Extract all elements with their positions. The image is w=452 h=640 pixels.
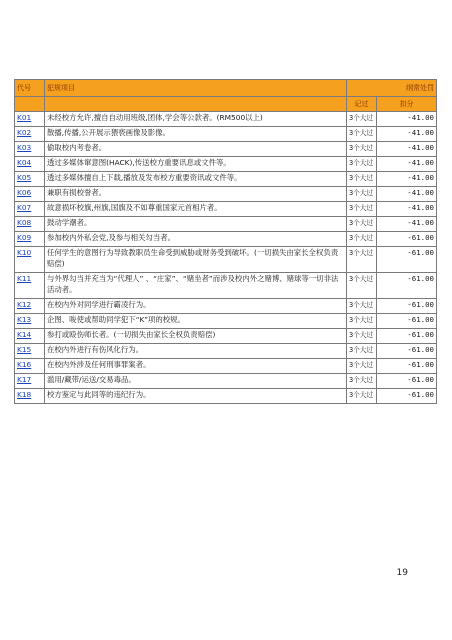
rule-code-link[interactable]: K06 bbox=[15, 187, 45, 202]
subheader-empty-code bbox=[15, 97, 45, 112]
table-row bbox=[15, 187, 437, 202]
subheader-points: 扣分 bbox=[377, 97, 437, 112]
rule-action: 3个大过 bbox=[347, 127, 377, 142]
rule-action: 3个大过 bbox=[347, 142, 377, 157]
rule-code-link[interactable]: K14 bbox=[15, 329, 45, 344]
rule-action: 3个大过 bbox=[347, 187, 377, 202]
rule-description: 故意损坏校旗,州旗,国旗及不如尊重国家元首相片者。 bbox=[45, 202, 347, 217]
rule-points: -41.00 bbox=[377, 127, 437, 142]
rule-points: -61.00 bbox=[377, 247, 437, 273]
rule-description: 在校内外涉及任何刑事罪案者。 bbox=[45, 359, 347, 374]
rule-code-link[interactable]: K07 bbox=[15, 202, 45, 217]
rule-description: 透过多媒体窜意图(HACK),传送校方重要讯息或文件等。 bbox=[45, 157, 347, 172]
rule-points: -61.00 bbox=[377, 329, 437, 344]
header-item: 犯规项目 bbox=[45, 80, 347, 97]
rule-description: 在校内外进行有伤风化行为。 bbox=[45, 344, 347, 359]
rule-points: -61.00 bbox=[377, 232, 437, 247]
rule-points: -61.00 bbox=[377, 389, 437, 404]
table-row bbox=[15, 329, 437, 344]
rule-action: 3个大过 bbox=[347, 232, 377, 247]
table-row bbox=[15, 273, 437, 299]
table-row bbox=[15, 172, 437, 187]
rule-points: -41.00 bbox=[377, 217, 437, 232]
table-body bbox=[15, 80, 437, 404]
rule-action: 3个大过 bbox=[347, 329, 377, 344]
rule-code-link[interactable]: K13 bbox=[15, 314, 45, 329]
rule-action: 3个大过 bbox=[347, 299, 377, 314]
rule-code-link[interactable]: K18 bbox=[15, 389, 45, 404]
table-row bbox=[15, 232, 437, 247]
table-row bbox=[15, 202, 437, 217]
rule-description: 未经校方允许,擅自自动用班级,团体,学会等公款者。(RM500以上) bbox=[45, 112, 347, 127]
rule-points: -41.00 bbox=[377, 187, 437, 202]
table-subheader-row bbox=[15, 97, 437, 112]
rule-description: 参加校内外私会党,及参与相关勾当者。 bbox=[45, 232, 347, 247]
table-row bbox=[15, 389, 437, 404]
table-row bbox=[15, 344, 437, 359]
rule-points: -41.00 bbox=[377, 172, 437, 187]
table-row bbox=[15, 112, 437, 127]
rule-action: 3个大过 bbox=[347, 157, 377, 172]
rule-action: 3个大过 bbox=[347, 273, 377, 299]
rule-action: 3个大过 bbox=[347, 359, 377, 374]
subheader-empty-item bbox=[45, 97, 347, 112]
rule-code-link[interactable]: K09 bbox=[15, 232, 45, 247]
rule-points: -61.00 bbox=[377, 299, 437, 314]
rule-action: 3个大过 bbox=[347, 172, 377, 187]
table-row bbox=[15, 217, 437, 232]
rule-code-link[interactable]: K16 bbox=[15, 359, 45, 374]
page-number: 19 bbox=[396, 568, 408, 578]
rule-description: 企图、唆使或帮助同学犯下“K”项的校规。 bbox=[45, 314, 347, 329]
rule-points: -41.00 bbox=[377, 112, 437, 127]
rule-code-link[interactable]: K10 bbox=[15, 247, 45, 273]
rule-code-link[interactable]: K03 bbox=[15, 142, 45, 157]
rule-description: 在校内外对同学进行霸凌行为。 bbox=[45, 299, 347, 314]
rule-description: 任何学生的意图行为导致教职员生命受到威胁或财务受到破坏。(一切损失由家长全权负责赔偿) bbox=[45, 247, 347, 273]
rule-action: 3个大过 bbox=[347, 112, 377, 127]
rule-code-link[interactable]: K17 bbox=[15, 374, 45, 389]
rule-code-link[interactable]: K05 bbox=[15, 172, 45, 187]
discipline-rules-table bbox=[14, 79, 437, 404]
rule-description: 偷取校内考卷者。 bbox=[45, 142, 347, 157]
subheader-action: 记过 bbox=[347, 97, 377, 112]
table-row bbox=[15, 247, 437, 273]
rule-points: -61.00 bbox=[377, 344, 437, 359]
table-row bbox=[15, 314, 437, 329]
rule-description: 与外界勾当并充当为“代理人” 、“庄家”、“赌坐者”而涉及校内外之赌博、赌球等一切非法活动者。 bbox=[45, 273, 347, 299]
rule-code-link[interactable]: K01 bbox=[15, 112, 45, 127]
rule-action: 3个大过 bbox=[347, 389, 377, 404]
rule-code-link[interactable]: K08 bbox=[15, 217, 45, 232]
rule-points: -41.00 bbox=[377, 202, 437, 217]
rule-description: 透过多媒体擅自上下载,播放及发布校方重要资讯或文件等。 bbox=[45, 172, 347, 187]
rule-action: 3个大过 bbox=[347, 374, 377, 389]
table-row bbox=[15, 142, 437, 157]
rule-action: 3个大过 bbox=[347, 314, 377, 329]
rule-action: 3个大过 bbox=[347, 344, 377, 359]
rule-description: 鼓动学潮者。 bbox=[45, 217, 347, 232]
table-row bbox=[15, 374, 437, 389]
rule-code-link[interactable]: K15 bbox=[15, 344, 45, 359]
header-category: 纲常处罚 bbox=[347, 80, 437, 97]
table-row bbox=[15, 359, 437, 374]
rule-description: 参打或殴伤师长者。(一切损失由家长全权负责赔偿) bbox=[45, 329, 347, 344]
rule-points: -61.00 bbox=[377, 273, 437, 299]
rule-code-link[interactable]: K04 bbox=[15, 157, 45, 172]
rule-code-link[interactable]: K02 bbox=[15, 127, 45, 142]
rule-points: -61.00 bbox=[377, 314, 437, 329]
rule-action: 3个大过 bbox=[347, 247, 377, 273]
table-header-row bbox=[15, 80, 437, 97]
rule-description: 滥用/藏带/运送/交易毒品。 bbox=[45, 374, 347, 389]
rule-points: -61.00 bbox=[377, 374, 437, 389]
table-row bbox=[15, 299, 437, 314]
rule-points: -61.00 bbox=[377, 359, 437, 374]
rule-action: 3个大过 bbox=[347, 217, 377, 232]
rule-description: 兼职有损校誉者。 bbox=[45, 187, 347, 202]
table-row bbox=[15, 127, 437, 142]
rule-action: 3个大过 bbox=[347, 202, 377, 217]
rule-description: 散播,传播,公开展示猥亵画像及影像。 bbox=[45, 127, 347, 142]
rule-code-link[interactable]: K11 bbox=[15, 273, 45, 299]
rule-points: -41.00 bbox=[377, 142, 437, 157]
table-row bbox=[15, 157, 437, 172]
rule-code-link[interactable]: K12 bbox=[15, 299, 45, 314]
header-code: 代号 bbox=[15, 80, 45, 97]
rule-points: -41.00 bbox=[377, 157, 437, 172]
rule-description: 校方鉴定与此同等的违纪行为。 bbox=[45, 389, 347, 404]
